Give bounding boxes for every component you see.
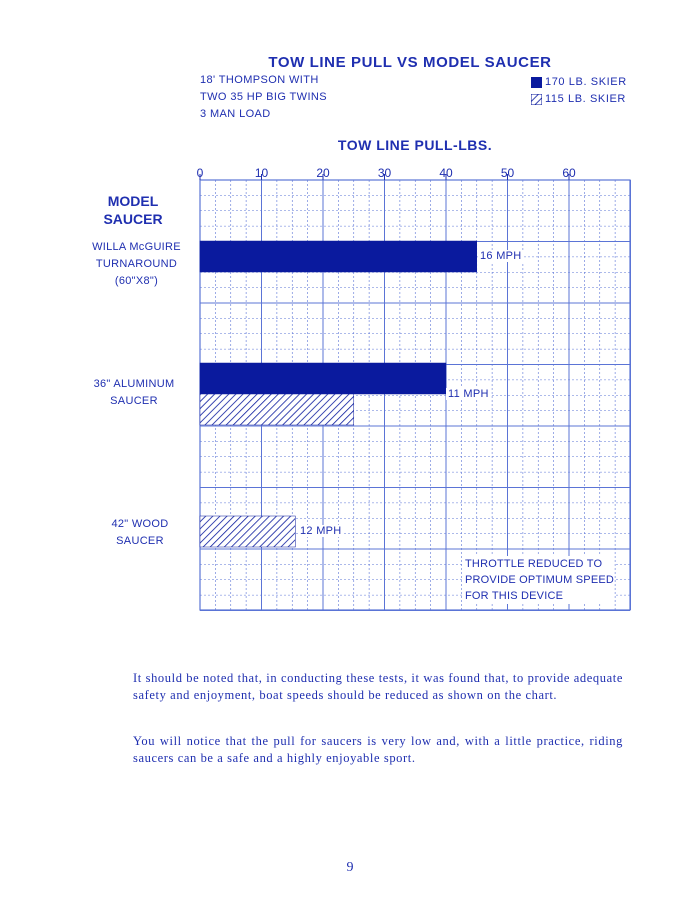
chart-title: TOW LINE PULL VS MODEL SAUCER bbox=[268, 54, 552, 71]
category-label-wood-saucer: 42" WOOD SAUCER bbox=[111, 518, 169, 547]
x-tick-label: 50 bbox=[500, 166, 515, 180]
body-paragraph: You will notice that the pull for saucers is very low and, with a little practice, riding saucers can be a safe and a highly enjoyable sport. bbox=[133, 734, 623, 765]
x-tick-label: 10 bbox=[254, 166, 269, 180]
bar-115-lb bbox=[200, 394, 354, 425]
x-tick-label: 40 bbox=[439, 166, 453, 180]
legend-label: 115 LB. SKIER bbox=[545, 93, 626, 105]
x-axis-title: TOW LINE PULL-LBS. bbox=[337, 137, 493, 153]
page-number: 9 bbox=[346, 860, 354, 875]
bar-170-lb bbox=[200, 363, 446, 394]
x-tick-label: 0 bbox=[196, 166, 204, 180]
boat-info-line: TWO 35 HP BIG TWINS bbox=[200, 91, 327, 103]
legend-item-170-lb bbox=[531, 76, 627, 88]
boat-info-line: 3 MAN LOAD bbox=[200, 108, 271, 120]
x-tick-label: 60 bbox=[562, 166, 576, 180]
legend-swatch-solid bbox=[531, 77, 542, 88]
chart-note: THROTTLE REDUCED TO PROVIDE OPTIMUM SPEED FOR THIS DEVICE bbox=[462, 556, 614, 604]
body-paragraph: It should be noted that, in conducting these tests, it was found that, to provide adequate safety and enjoyment, boat speeds should be reduced as shown on the chart. bbox=[133, 671, 623, 702]
x-tick-label: 20 bbox=[316, 166, 330, 180]
speed-label: 12 MPH bbox=[300, 525, 342, 537]
category-label-aluminum-saucer: 36" ALUMINUM SAUCER bbox=[93, 378, 175, 407]
x-tick-label: 30 bbox=[377, 166, 392, 180]
category-label-willa-mcguire: WILLA McGUIRE TURNAROUND (60"X8") bbox=[92, 241, 181, 287]
y-axis-title-line: MODEL bbox=[107, 193, 159, 209]
legend-item-115-lb bbox=[531, 93, 626, 105]
y-axis-title bbox=[90, 192, 176, 228]
boat-info-line: 18' THOMPSON WITH bbox=[200, 74, 319, 86]
bar-170-lb bbox=[200, 241, 477, 272]
speed-label: 11 MPH bbox=[448, 388, 489, 400]
legend-label: 170 LB. SKIER bbox=[545, 76, 627, 88]
y-axis-title-line: SAUCER bbox=[103, 211, 163, 227]
speed-label: 16 MPH bbox=[480, 250, 522, 262]
bar-115-lb bbox=[200, 516, 295, 547]
legend-swatch-hatched bbox=[531, 94, 542, 105]
